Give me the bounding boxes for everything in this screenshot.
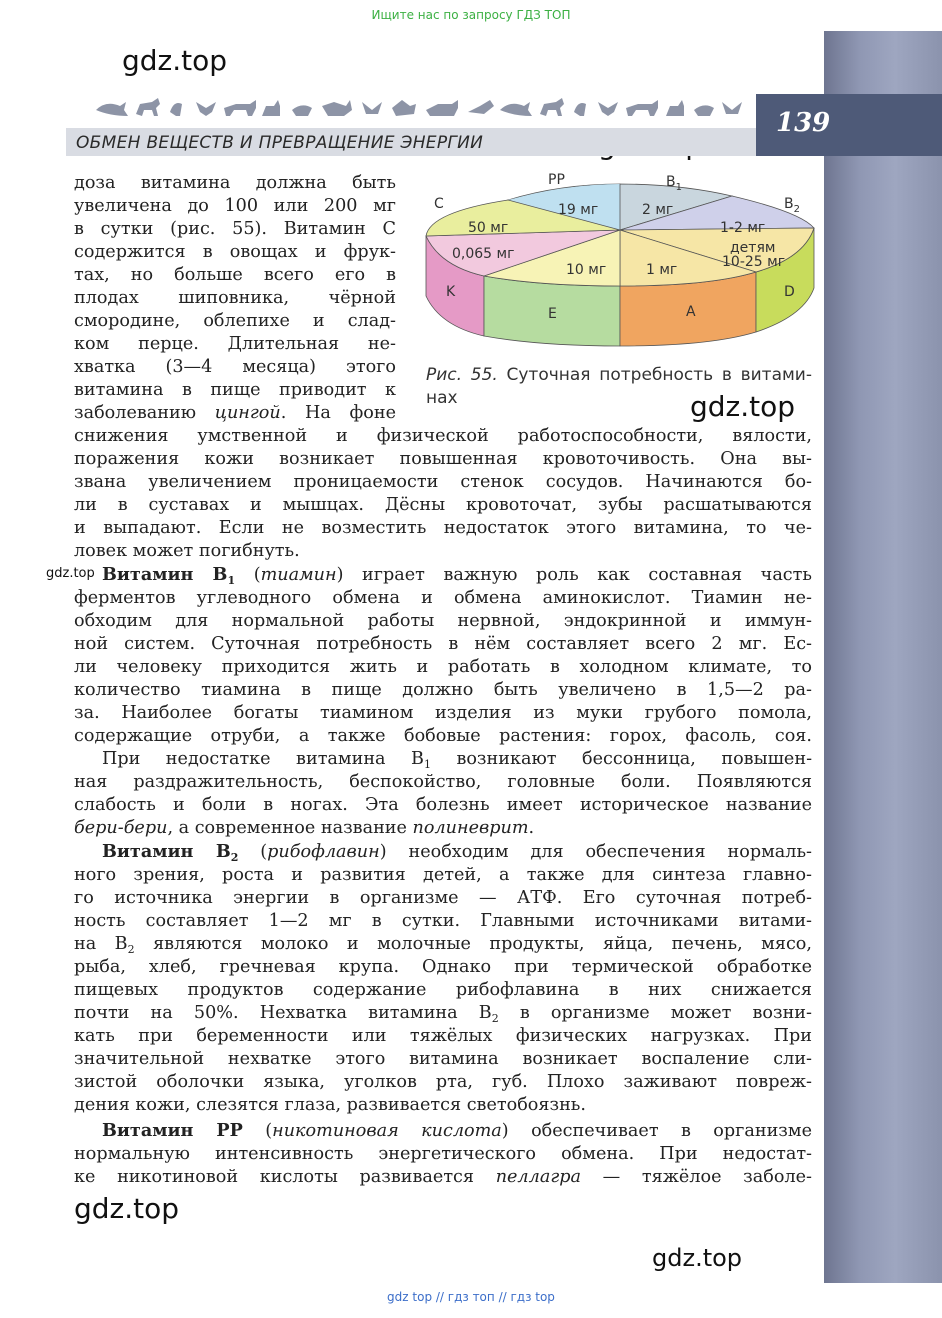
- text-line: ной систем. Суточная потребность в нём составляет всего 2 мг. Ес-: [74, 634, 812, 654]
- text-line: нормальную интенсивность энергетического обмена. При недостат-: [74, 1144, 812, 1164]
- text-line: ли в суставах и мышцах. Дёсны кровоточат, зубы расшатываются: [74, 495, 812, 515]
- text-line: витамина в пище приводит к: [74, 380, 396, 400]
- text-line: значительной нехватке этого витамина возникает воспаление сли-: [74, 1049, 812, 1069]
- text-line: ли человеку приходится жить и работать в холодном климате, то: [74, 657, 812, 677]
- text-line: слабость и боли в ногах. Эта болезнь имеет историческое название: [74, 795, 812, 815]
- text-line: бери-бери, а современное название полиневрит.: [74, 818, 535, 838]
- text-line: ке никотиновой кислоты развивается пеллагра — тяжёлое заболе-: [74, 1167, 812, 1187]
- value-a: 1 мг: [646, 262, 678, 278]
- watermark: gdz.top: [46, 566, 95, 581]
- text-line: поражения кожи возникает повышенная кровоточивость. Она вы-: [74, 449, 812, 469]
- text-line: снижения умственной и физической работоспособности, вялости,: [74, 426, 812, 446]
- main-text: [74, 425, 812, 1189]
- text-line: рыба, хлеб, гречневая крупа. Однако при термической обработке: [74, 957, 812, 977]
- text-line: на $В_2$ являются молоко и молочные продукты, яйца, печень, мясо,: [74, 934, 812, 956]
- text-line: ная раздражительность, беспокойство, головные боли. Появляются: [74, 772, 812, 792]
- text-line: плодах шиповника, чёрной: [74, 288, 396, 308]
- figure-caption: [426, 364, 812, 410]
- text-line: в сутки (рис. 55). Витамин С: [74, 219, 396, 239]
- text-line: зистой оболочки языка, уголков рта, губ. Плохо заживают повреж-: [74, 1072, 812, 1092]
- page-side-strip: [824, 31, 942, 1283]
- vitamin-pie-chart: [420, 166, 820, 356]
- text-line: пищевых продуктов содержание рибофлавина в них снижается: [74, 980, 812, 1000]
- text-line: звана увеличением проницаемости стенок сосудов. Начинаются бо-: [74, 472, 812, 492]
- text-line: доза витамина должна быть: [74, 173, 396, 193]
- caption-text-2: нах: [426, 388, 458, 408]
- text-line: ного зрения, роста и развития детей, а также для синтеза главно-: [74, 865, 812, 885]
- text-line: При недостатке витамина $В_1$ возникают бессонница, повышен-: [102, 749, 813, 771]
- text-line: кать при беременности или тяжёлых физических нагрузках. При: [74, 1026, 812, 1046]
- text-line: го источника энергии в организме — АТФ. Его суточная потреб-: [74, 888, 812, 908]
- label-c: C: [434, 196, 444, 212]
- vitamin-pp-title: Витамин РР: [102, 1120, 243, 1141]
- label-a: A: [686, 304, 696, 320]
- animal-silhouettes-decoration: [96, 96, 746, 120]
- chapter-title: ОБМЕН ВЕЩЕСТВ И ПРЕВРАЩЕНИЕ ЭНЕРГИИ: [76, 133, 484, 153]
- text-line: смородине, облепихе и слад-: [74, 311, 396, 331]
- text-line: количество тиамина в пище должно быть увеличено в 1,5—2 ра-: [74, 680, 812, 700]
- value-e: 10 мг: [566, 262, 607, 278]
- label-e: E: [548, 306, 557, 322]
- caption-prefix: Рис. 55.: [426, 365, 498, 385]
- value-b2: 1-2 мг: [720, 220, 766, 236]
- text-line: ком перце. Длительная не-: [74, 334, 396, 354]
- value-c: 50 мг: [468, 220, 509, 236]
- label-d: D: [784, 284, 795, 300]
- label-b1: $B_1$: [666, 174, 682, 193]
- value-b1: 2 мг: [642, 202, 674, 218]
- text-line: тах, но больше всего его в: [74, 265, 396, 285]
- bottom-banner: gdz top // гдз топ // гдз top: [387, 1290, 555, 1304]
- page-number: 139: [776, 108, 831, 138]
- text-line: за. Наиболее богаты тиамином изделия из муки грубого помола,: [74, 703, 812, 723]
- watermark: gdz.top: [122, 44, 228, 77]
- label-k: K: [446, 284, 456, 300]
- value-d-line1: детям: [730, 240, 776, 256]
- paragraph-vitamin-c: [74, 172, 396, 425]
- vitamin-b2-title: Витамин $В_2$: [102, 841, 239, 864]
- value-pp: 19 мг: [558, 202, 599, 218]
- top-banner: Ищите нас по запросу ГДЗ ТОП: [371, 8, 571, 22]
- text-line: и выпадают. Если не возместить недостаток этого витамина, то че-: [74, 518, 812, 538]
- text-line: почти на 50%. Нехватка витамина $В_2$ в организме может возни-: [74, 1003, 812, 1025]
- watermark: gdz.top: [690, 390, 796, 423]
- text-line: содержащие отруби, а также бобовые растения: горох, фасоль, соя.: [74, 726, 812, 746]
- text-line: обходим для нормальной работы нервной, эндокринной и иммун-: [74, 611, 812, 631]
- label-b2: $B_2$: [784, 196, 800, 215]
- label-pp: PP: [548, 172, 565, 188]
- text-line: увеличена до 100 или 200 мг: [74, 196, 396, 216]
- watermark: gdz.top: [652, 1244, 743, 1272]
- vitamin-b1-title: Витамин $В_1$: [102, 564, 236, 587]
- text-line: ность составляет 1—2 мг в сутки. Главными источниками витами-: [74, 911, 812, 931]
- text-line: ферментов углеводного обмена и обмена аминокислот. Тиамин не-: [74, 588, 812, 608]
- vitamin-pp-heading-line: Витамин РР (никотиновая кислота) обеспечивает в организме: [102, 1120, 812, 1141]
- value-d-line2: 10-25 мг: [722, 254, 786, 270]
- value-k: 0,065 мг: [452, 246, 515, 262]
- vitamin-b2-heading-line: Витамин $В_2$ (рибофлавин) необходим для обеспечения нормаль-: [102, 841, 812, 864]
- watermark: gdz.top: [74, 1192, 180, 1225]
- text-line: заболеванию цингой. На фоне: [74, 403, 396, 423]
- text-line: дения кожи, слезятся глаза, развивается светобоязнь.: [74, 1095, 586, 1115]
- vitamin-b1-heading-line: Витамин $В_1$ (тиамин) играет важную роль как составная часть: [102, 564, 812, 587]
- caption-text: Суточная потребность в витами-: [506, 365, 812, 385]
- text-line: хватка (3—4 месяца) этого: [74, 357, 396, 377]
- text-line: ловек может погибнуть.: [74, 541, 300, 561]
- text-line: содержится в овощах и фрук-: [74, 242, 396, 262]
